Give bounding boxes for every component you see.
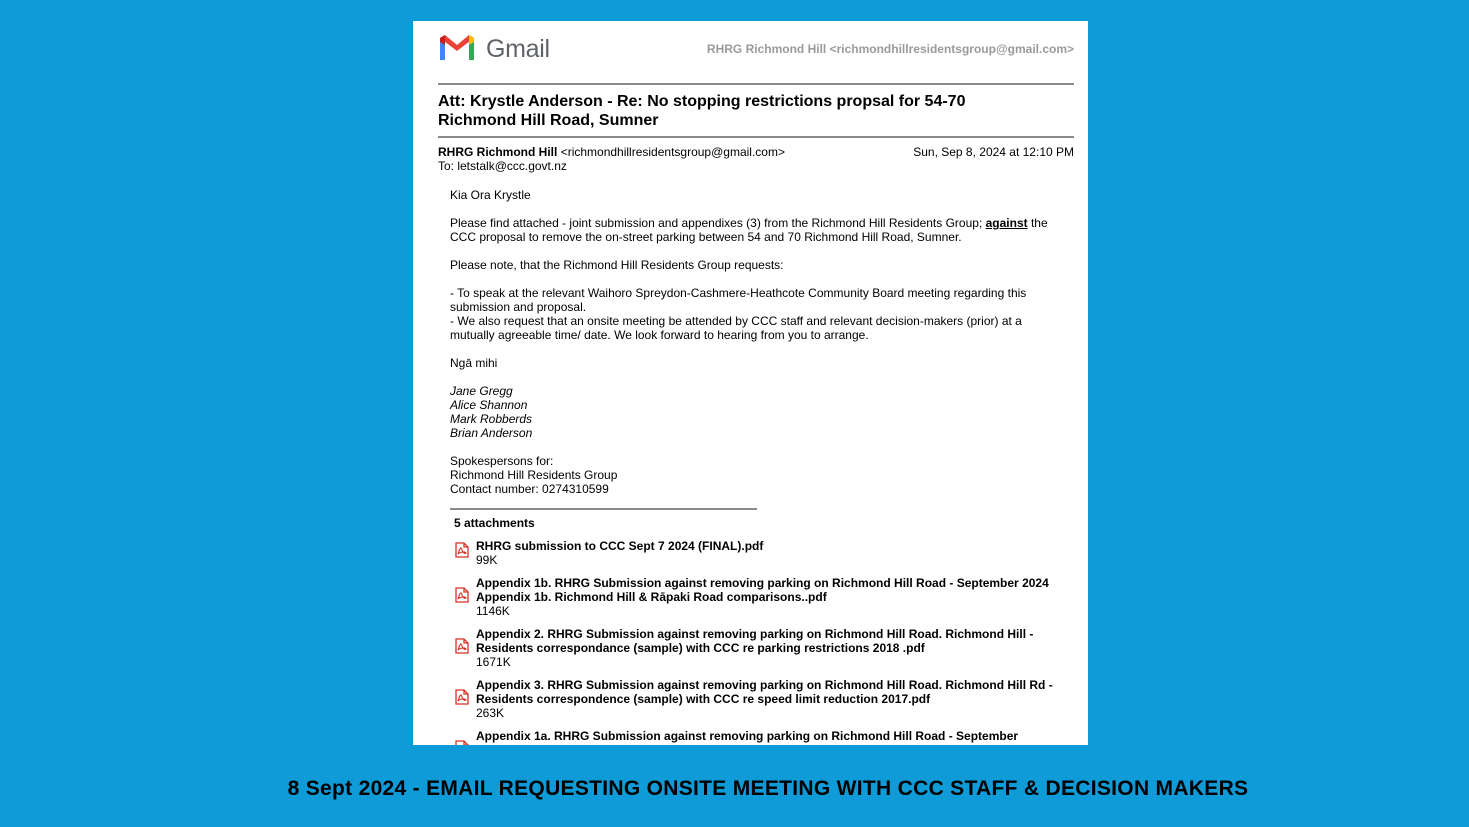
attachment-name[interactable]: Appendix 1a. RHRG Submission against removing parking on Richmond Hill Road - September bbox=[476, 729, 1019, 743]
pdf-icon bbox=[454, 542, 470, 561]
signatory: Jane Gregg bbox=[450, 384, 513, 398]
sender-name: RHRG Richmond Hill bbox=[438, 145, 558, 159]
sender-address: <richmondhillresidentsgroup@gmail.com> bbox=[560, 145, 785, 159]
attachment-name[interactable]: Appendix 3. RHRG Submission against removing parking on Richmond Hill Road. Richmond Hill Rd - Residents correspondence (sample) with CCC re speed limit reduction 2017.pdf bbox=[476, 678, 1053, 706]
pdf-icon bbox=[454, 689, 470, 708]
attachment-name[interactable]: Appendix 2. RHRG Submission against removing parking on Richmond Hill Road. Richmond Hill - Residents correspondance (sample) with CCC re parking restrictions 2018 .pdf bbox=[476, 627, 1034, 655]
pdf-icon bbox=[454, 740, 470, 745]
email-body bbox=[450, 188, 1050, 510]
para1-start: Please find attached - joint submission and appendixes (3) from the Richmond Hill Residents Group; bbox=[450, 216, 986, 230]
signoff: Ngā mihi bbox=[450, 356, 498, 370]
request-item: - We also request that an onsite meeting be attended by CCC staff and relevant decision-makers (prior) at a mutually agreeable time/ date. We look forward to hearing from you to arrange. bbox=[450, 314, 1022, 342]
attachment-name[interactable]: RHRG submission to CCC Sept 7 2024 (FINAL).pdf bbox=[476, 539, 764, 553]
spokes-label: Spokespersons for: bbox=[450, 454, 554, 468]
signatory: Brian Anderson bbox=[450, 426, 533, 440]
pdf-icon bbox=[454, 587, 470, 606]
greeting: Kia Ora Krystle bbox=[450, 188, 531, 202]
body-paragraph-1 bbox=[450, 216, 1050, 244]
signature-block bbox=[450, 454, 1050, 496]
request-list bbox=[450, 286, 1050, 342]
signatory: Mark Robberds bbox=[450, 412, 533, 426]
sent-date: Sun, Sep 8, 2024 at 12:10 PM bbox=[913, 145, 1074, 159]
attachment-info bbox=[476, 576, 1066, 618]
signatory: Alice Shannon bbox=[450, 398, 528, 412]
request-item: - To speak at the relevant Waihoro Spreydon-Cashmere-Heathcote Community Board meeting regarding this submission and proposal. bbox=[450, 286, 1027, 314]
group-name: Richmond Hill Residents Group bbox=[450, 468, 618, 482]
attachment-info bbox=[476, 729, 1066, 743]
gmail-wordmark: Gmail bbox=[486, 35, 550, 63]
recipient-line: To: letstalk@ccc.govt.nz bbox=[438, 159, 567, 173]
attachment-size: 99K bbox=[476, 553, 498, 567]
email-subject: Att: Krystle Anderson - Re: No stopping restrictions propsal for 54-70 Richmond Hill Road, Sumner bbox=[438, 93, 966, 129]
gmail-m-icon bbox=[438, 33, 476, 66]
attachment-info bbox=[476, 678, 1066, 720]
attachment-size: 263K bbox=[476, 706, 505, 720]
attachments-divider bbox=[450, 508, 757, 510]
slide-caption: 8 Sept 2024 - EMAIL REQUESTING ONSITE MEETING WITH CCC STAFF & DECISION MAKERS bbox=[287, 777, 1249, 800]
attachment-info bbox=[476, 539, 1066, 567]
attachment-size: 1146K bbox=[476, 604, 510, 618]
subject-rule bbox=[438, 136, 1074, 138]
gmail-logo bbox=[438, 33, 550, 66]
para1-emphasis: against bbox=[985, 216, 1028, 230]
email-meta bbox=[438, 145, 1074, 173]
attachment-size: 1671K bbox=[476, 655, 511, 669]
header-rule bbox=[438, 83, 1074, 85]
body-paragraph-2: Please note, that the Richmond Hill Residents Group requests: bbox=[450, 258, 784, 272]
contact-number: Contact number: 0274310599 bbox=[450, 482, 609, 496]
pdf-icon bbox=[454, 638, 470, 657]
email-printout bbox=[413, 21, 1088, 745]
attachments-count: 5 attachments bbox=[454, 516, 535, 530]
attachment-name[interactable]: Appendix 1b. RHRG Submission against removing parking on Richmond Hill Road - September 2024 Appendix 1b. Richmond Hill & Rāpaki Road comparisons..pdf bbox=[476, 576, 1049, 604]
signatories bbox=[450, 384, 1050, 440]
account-header: RHRG Richmond Hill <richmondhillresidentsgroup@gmail.com> bbox=[706, 42, 1074, 56]
attachment-info bbox=[476, 627, 1066, 669]
para1-end: the CCC proposal to remove the on-street parking between 54 and 70 Richmond Hill Road, Sumner. bbox=[450, 216, 1048, 244]
